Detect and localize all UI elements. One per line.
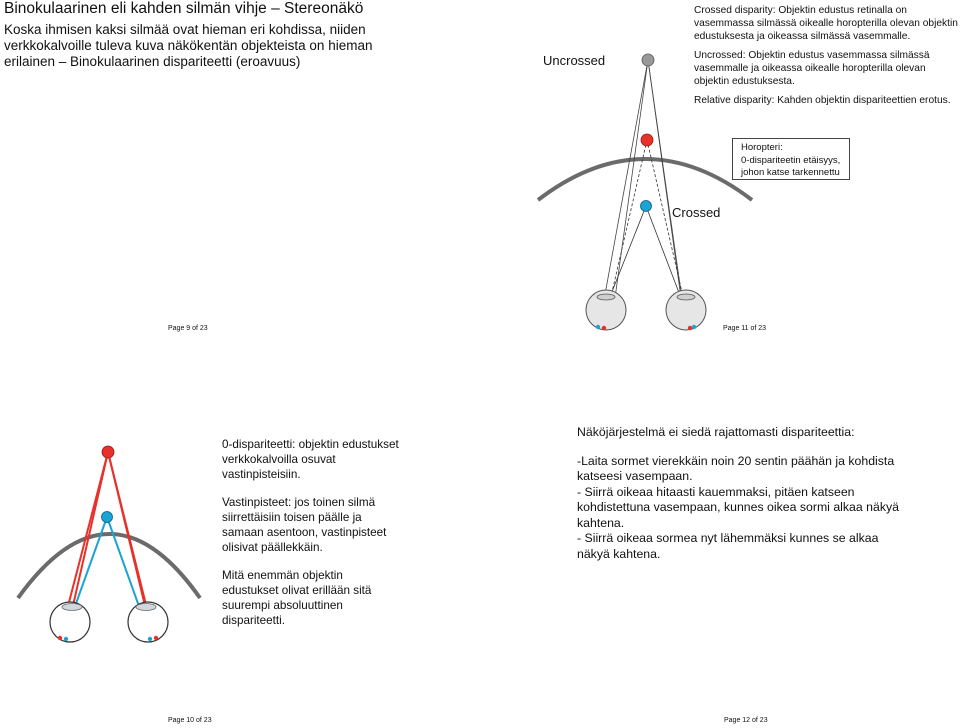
horopter-callout: [732, 138, 850, 180]
right-heading: Näköjärjestelmä ei siedä rajattomasti dispariteettia:: [577, 425, 855, 439]
middle-text-block: [222, 437, 400, 641]
uncrossed-label: Uncrossed: [543, 53, 606, 68]
right-text-block: [577, 425, 907, 562]
horopter-line1: 0-dispariteetin etäisyys,: [741, 154, 841, 166]
intro-text: Koska ihmisen kaksi silmää ovat hieman eri kohdissa, niiden verkkokalvoille tuleva kuva näkökentän objekteista on hieman erilainen – Binokulaarinen dispariteetti (eroavuus): [4, 22, 373, 69]
blue-object-2: [102, 512, 113, 523]
right-eye-top: [666, 290, 706, 330]
zero-disparity-text: 0-dispariteetti: objektin edustukset verkkokalvoilla osuvat vastinpisteisiin.: [222, 438, 399, 481]
corresponding-points-text: Vastinpisteet: jos toinen silmä siirrettäisiin toisen päälle ja samaan asentoon, vastinpisteet olisivat päällekkäin.: [222, 496, 387, 554]
page-number-12: Page 12 of 23: [724, 717, 768, 724]
page-number-11: Page 11 of 23: [723, 325, 767, 332]
instruction-3: - Siirrä oikeaa sormea nyt lähemmäksi kunnes se alkaa näkyä kahtena.: [577, 531, 879, 561]
uncrossed-rays: [599, 60, 686, 327]
instruction-2: - Siirrä oikeaa hitaasti kauemmaksi, pitäen katseen kohdistettuna vasempaan, kunnes oikea sormi alkaa näkyä kahtena.: [577, 484, 899, 530]
horopter-line2: johon katse tarkennettu: [741, 167, 840, 178]
page-number-9: Page 9 of 23: [168, 325, 208, 332]
relative-note: Relative disparity: Kahden objektin dispariteettien erotus.: [694, 95, 951, 106]
horopter-arc: [538, 159, 752, 200]
red-object: [641, 134, 653, 146]
disparity-notes: [694, 4, 959, 113]
left-eye-bottom: [50, 602, 90, 642]
uncrossed-note: Uncrossed: Objektin edustus vasemmassa silmässä vasemmalle ja oikeassa oikealle horopterilla olevan objektin edustuksesta.: [694, 50, 930, 87]
crossed-label: Crossed: [672, 205, 721, 220]
horopter-title: Horopteri:: [741, 142, 783, 153]
page-title: Binokulaarinen eli kahden silmän vihje – Stereonäkö: [4, 0, 364, 17]
red-object-2: [102, 446, 114, 458]
blue-object: [641, 201, 652, 212]
absolute-disparity-text: Mitä enemmän objektin edustukset olivat erillään sitä suurempi absoluuttinen dispariteetti.: [222, 569, 372, 627]
crossed-note: Crossed disparity: Objektin edustus retinalla on vasemmassa silmässä oikealle horopterilla olevan objektin edustuksesta ja oikeassa silmässä vasemmalle.: [694, 5, 958, 42]
grey-object: [642, 54, 654, 66]
page-number-10: Page 10 of 23: [168, 717, 212, 724]
instruction-1: -Laita sormet vierekkäin noin 20 sentin päähän ja kohdista katseesi vasempaan.: [577, 453, 895, 483]
horopter-arc-2: [18, 534, 200, 598]
left-eye-top: [586, 290, 626, 330]
right-eye-bottom: [128, 602, 168, 642]
